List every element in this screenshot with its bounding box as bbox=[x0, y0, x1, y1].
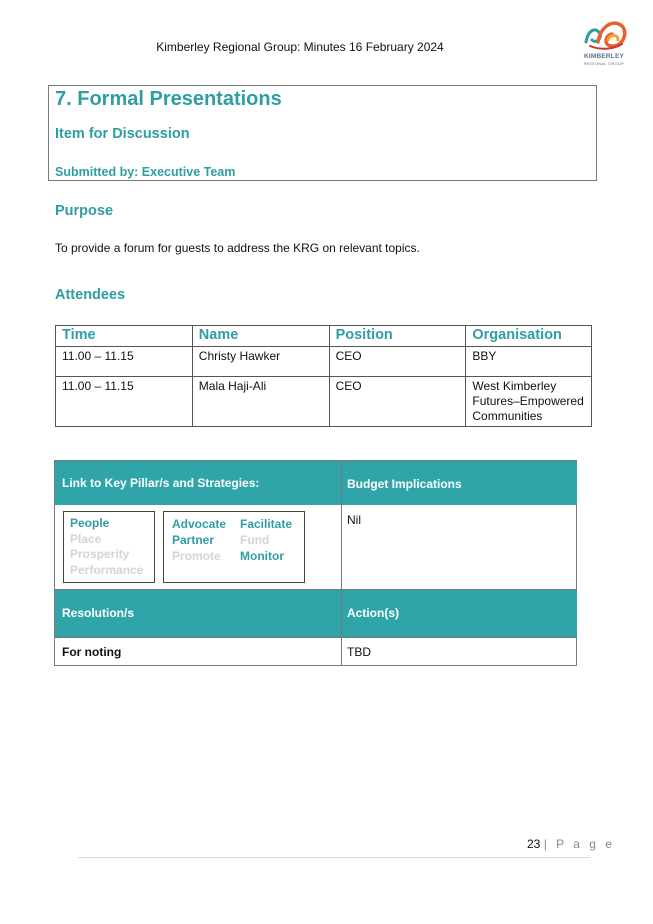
row-divider bbox=[55, 589, 576, 590]
purpose-text: To provide a forum for guests to address the KRG on relevant topics. bbox=[55, 241, 420, 255]
pillar-place: Place bbox=[70, 531, 102, 546]
link-pillars-heading: Link to Key Pillar/s and Strategies: bbox=[55, 461, 341, 505]
page-header: Kimberley Regional Group: Minutes 16 February 2024 bbox=[156, 40, 444, 54]
col-organisation-header: Organisation bbox=[466, 326, 592, 347]
table-header-row bbox=[56, 326, 592, 347]
strategy-monitor: Monitor bbox=[240, 549, 284, 563]
action-heading: Action(s) bbox=[342, 590, 577, 637]
strategy-fund: Fund bbox=[240, 533, 270, 547]
pillar-people: People bbox=[70, 516, 110, 530]
page-number: 23 bbox=[527, 837, 541, 851]
pillars-table bbox=[54, 460, 577, 666]
resolution-value: For noting bbox=[62, 645, 122, 659]
col-name-header: Name bbox=[192, 326, 329, 347]
item-type: Item for Discussion bbox=[55, 126, 190, 142]
logo-subtitle: REGIONAL GROUP bbox=[583, 61, 625, 66]
strategy-promote: Promote bbox=[172, 549, 221, 563]
col-position-header: Position bbox=[329, 326, 466, 347]
pillar-performance: Performance bbox=[70, 562, 144, 577]
page-label: | P a g e bbox=[543, 837, 615, 851]
budget-value: Nil bbox=[347, 513, 361, 527]
cell-name: Christy Hawker bbox=[192, 347, 329, 377]
row-divider bbox=[55, 637, 576, 638]
cell-position: CEO bbox=[329, 347, 466, 377]
logo-wordmark: KIMBERLEY bbox=[583, 53, 625, 60]
strategies-box bbox=[163, 511, 305, 583]
cell-organisation: BBY bbox=[466, 347, 592, 377]
footer-divider bbox=[78, 857, 590, 858]
pillar-prosperity: Prosperity bbox=[70, 547, 130, 561]
item-title-box bbox=[48, 85, 597, 181]
column-divider bbox=[341, 461, 342, 665]
key-pillars-box bbox=[63, 511, 155, 583]
cell-position: CEO bbox=[329, 377, 466, 427]
attendees-table bbox=[55, 325, 592, 427]
strategy-advocate: Advocate bbox=[172, 517, 227, 531]
page-footer bbox=[527, 837, 615, 851]
attendees-heading: Attendees bbox=[55, 287, 126, 303]
cell-organisation: West Kimberley Futures–Empowered Communities bbox=[466, 377, 592, 427]
cell-name: Mala Haji-Ali bbox=[192, 377, 329, 427]
cell-time: 11.00 – 11.15 bbox=[56, 377, 193, 427]
table-row bbox=[56, 377, 592, 427]
action-value: TBD bbox=[347, 645, 371, 659]
cell-time: 11.00 – 11.15 bbox=[56, 347, 193, 377]
submitted-by: Submitted by: Executive Team bbox=[55, 165, 236, 179]
purpose-heading: Purpose bbox=[55, 203, 114, 219]
col-time-header: Time bbox=[56, 326, 193, 347]
strategy-partner: Partner bbox=[172, 533, 215, 547]
section-title: 7. Formal Presentations bbox=[55, 88, 282, 110]
resolution-heading: Resolution/s bbox=[55, 590, 341, 637]
table-row bbox=[56, 347, 592, 377]
budget-heading: Budget Implications bbox=[342, 461, 577, 505]
strategy-facilitate: Facilitate bbox=[240, 517, 293, 531]
